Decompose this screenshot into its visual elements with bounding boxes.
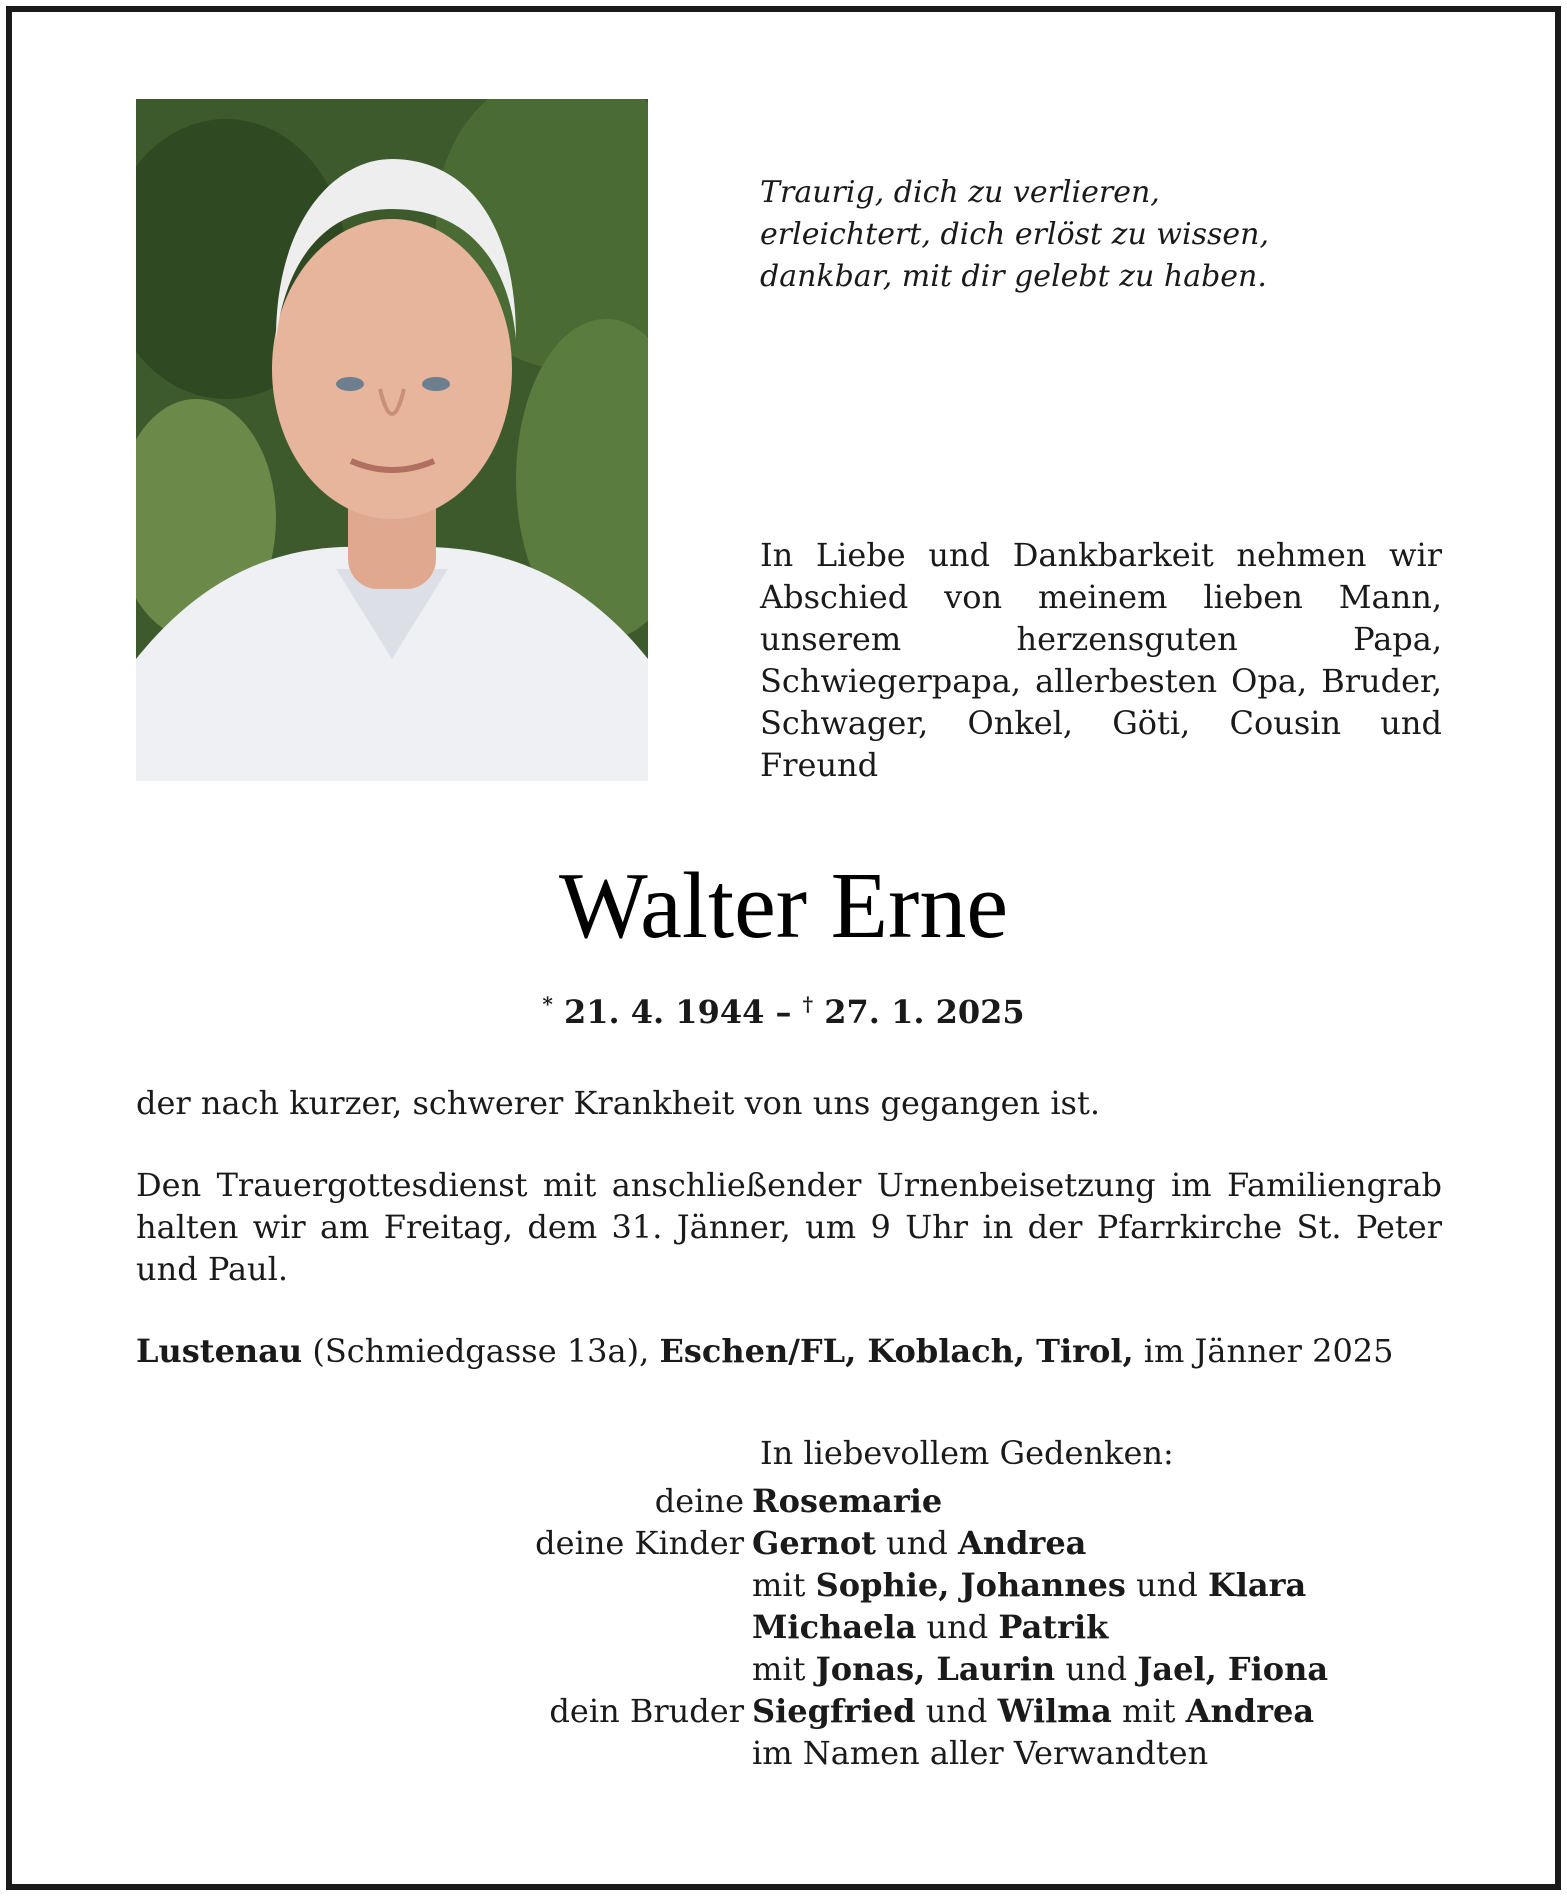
family-row <box>136 1648 1442 1690</box>
family-name: Gernot <box>752 1524 876 1562</box>
family-row <box>136 1606 1442 1648</box>
conjunction: mit <box>752 1566 816 1604</box>
place-others: Eschen/FL, Koblach, Tirol, <box>659 1332 1134 1370</box>
conjunction: und <box>916 1608 999 1646</box>
family-row <box>136 1690 1442 1732</box>
family-row <box>136 1732 1442 1774</box>
family-name: Klara <box>1207 1566 1307 1604</box>
intro-text: In Liebe und Dankbarkeit nehmen wir Abschied von meinem lieben Mann, unserem herzensguten Papa, Schwiegerpapa, allerbesten Opa, Bruder, Schwager, Onkel, Göti, Cousin und Freund <box>760 536 1442 784</box>
place-town: Lustenau <box>136 1332 303 1370</box>
family-name: Sophie, Johannes <box>815 1566 1126 1604</box>
conjunction: und <box>915 1692 998 1730</box>
quote-line: Traurig, dich zu verlieren, <box>760 175 1160 210</box>
place-line <box>136 1330 1442 1372</box>
funeral-service-text: Den Trauergottesdienst mit anschließender Urnenbeisetzung im Familiengrab halten wir am Freitag, dem 31. Jänner, um 9 Uhr in der Pfarrkirche St. Peter und Paul. <box>136 1166 1442 1288</box>
family-name: Andrea <box>1185 1692 1315 1730</box>
birth-date: 21. 4. 1944 <box>563 993 765 1031</box>
life-dates <box>12 983 1555 1033</box>
quote-line: erleichtert, dich erlöst zu wissen, <box>760 217 1269 252</box>
conjunction: mit <box>1111 1692 1186 1730</box>
conjunction: und <box>1125 1566 1208 1604</box>
family-name: Wilma <box>997 1692 1112 1730</box>
family-row <box>136 1480 1442 1522</box>
passing-text: der nach kurzer, schwerer Krankheit von uns gegangen ist. <box>136 1084 1100 1122</box>
family-name: Siegfried <box>752 1692 916 1730</box>
death-symbol: † <box>802 992 814 1016</box>
portrait-photo <box>136 99 648 781</box>
obituary-frame <box>6 6 1561 1890</box>
deceased-name: Walter Erne <box>558 854 1009 958</box>
memory-heading: In liebevollem Gedenken: <box>760 1434 1174 1472</box>
family-label: deine Kinder <box>535 1524 744 1562</box>
relatives-note: im Namen aller Verwandten <box>752 1734 1209 1772</box>
family-name: Andrea <box>957 1524 1087 1562</box>
family-name: Jonas, Laurin <box>815 1650 1056 1688</box>
family-name: Michaela <box>752 1608 917 1646</box>
family-list <box>136 1480 1442 1774</box>
conjunction: und <box>875 1524 958 1562</box>
birth-symbol: * <box>542 992 553 1016</box>
family-row <box>136 1522 1442 1564</box>
family-label: dein Bruder <box>549 1692 744 1730</box>
death-date: 27. 1. 2025 <box>824 993 1025 1031</box>
family-name: Patrik <box>998 1608 1109 1646</box>
family-row <box>136 1564 1442 1606</box>
date-separator: – <box>764 993 803 1031</box>
place-date: im Jänner 2025 <box>1133 1332 1394 1370</box>
portrait-illustration <box>136 99 648 781</box>
memorial-quote <box>760 172 1400 298</box>
quote-line: dankbar, mit dir gelebt zu haben. <box>760 259 1267 294</box>
family-name: Jael, Fiona <box>1137 1650 1329 1688</box>
place-address: (Schmiedgasse 13a), <box>302 1332 660 1370</box>
family-name: Rosemarie <box>752 1482 943 1520</box>
family-label: deine <box>654 1482 744 1520</box>
conjunction: mit <box>752 1650 816 1688</box>
conjunction: und <box>1055 1650 1138 1688</box>
